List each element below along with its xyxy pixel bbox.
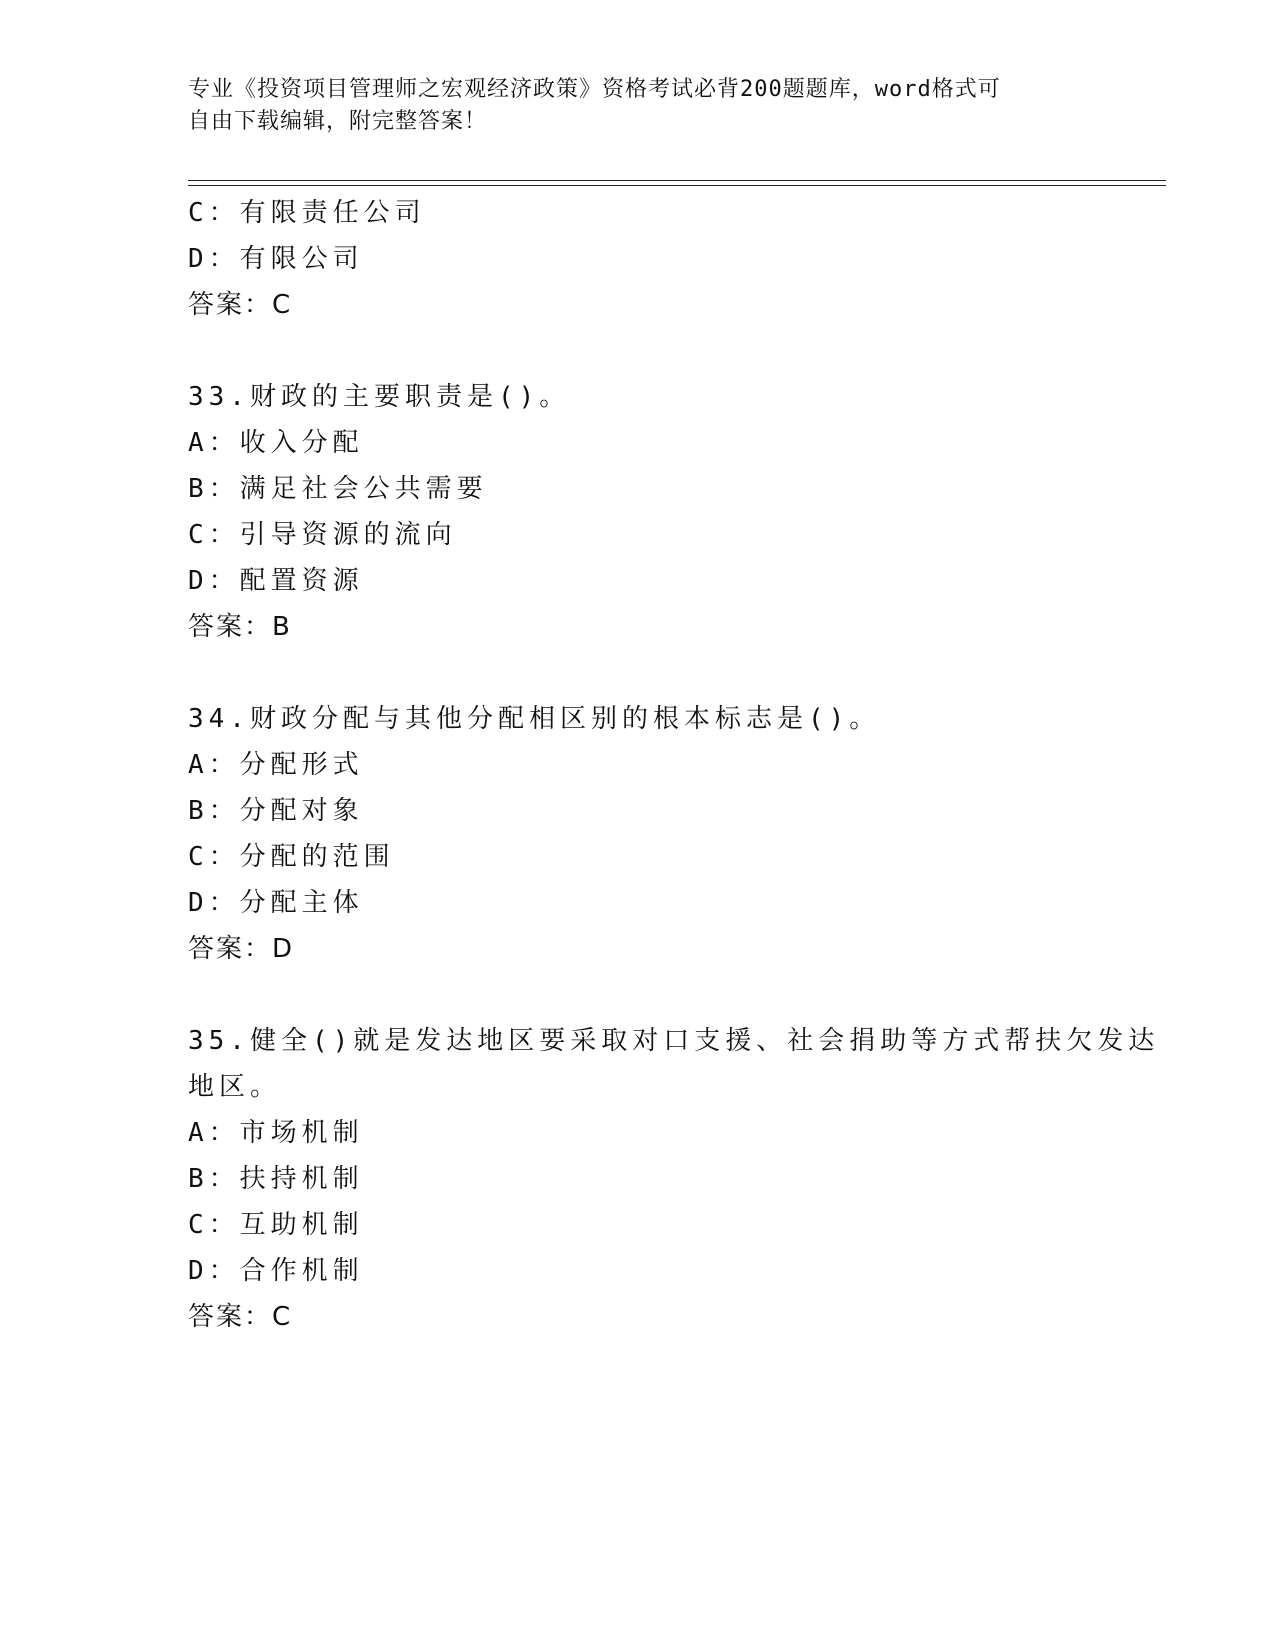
option-a: A：市场机制 — [188, 1118, 364, 1148]
question-list — [188, 190, 1160, 1340]
question-35 — [188, 1018, 1160, 1340]
question-text-line-2: 地区。 — [188, 1072, 282, 1102]
header-line-1: 专业《投资项目管理师之宏观经济政策》资格考试必背200题题库，word格式可 — [188, 77, 1001, 102]
option-c: C：引导资源的流向 — [188, 520, 457, 550]
option-c: C：分配的范围 — [188, 842, 395, 872]
header-divider-bottom — [188, 185, 1166, 186]
question-text: 33.财政的主要职责是()。 — [188, 382, 571, 412]
option-b: B：扶持机制 — [188, 1164, 364, 1194]
answer: 答案：C — [188, 1302, 293, 1332]
option-c: C：互助机制 — [188, 1210, 364, 1240]
option-d: D：分配主体 — [188, 888, 364, 918]
answer: 答案：B — [188, 612, 292, 642]
question-text: 34.财政分配与其他分配相区别的根本标志是()。 — [188, 704, 881, 734]
header-line-2: 自由下载编辑，附完整答案！ — [188, 109, 488, 134]
option-a: A：收入分配 — [188, 428, 364, 458]
question-text-line-1: 35.健全()就是发达地区要采取对口支援、社会捐助等方式帮扶欠发达 — [188, 1026, 1160, 1056]
spacer — [188, 328, 1088, 374]
prev-answer: 答案：C — [188, 290, 293, 320]
spacer — [188, 972, 1088, 1018]
prev-option-c: C：有限责任公司 — [188, 198, 426, 228]
document-header — [188, 74, 1088, 138]
option-b: B：分配对象 — [188, 796, 364, 826]
question-34 — [188, 696, 1088, 972]
spacer — [188, 650, 1088, 696]
header-divider-top — [188, 180, 1166, 181]
option-a: A：分配形式 — [188, 750, 364, 780]
question-33 — [188, 374, 1088, 650]
answer: 答案：D — [188, 934, 295, 964]
option-d: D：配置资源 — [188, 566, 364, 596]
option-d: D：合作机制 — [188, 1256, 364, 1286]
prev-option-d: D：有限公司 — [188, 244, 364, 274]
option-b: B：满足社会公共需要 — [188, 474, 488, 504]
